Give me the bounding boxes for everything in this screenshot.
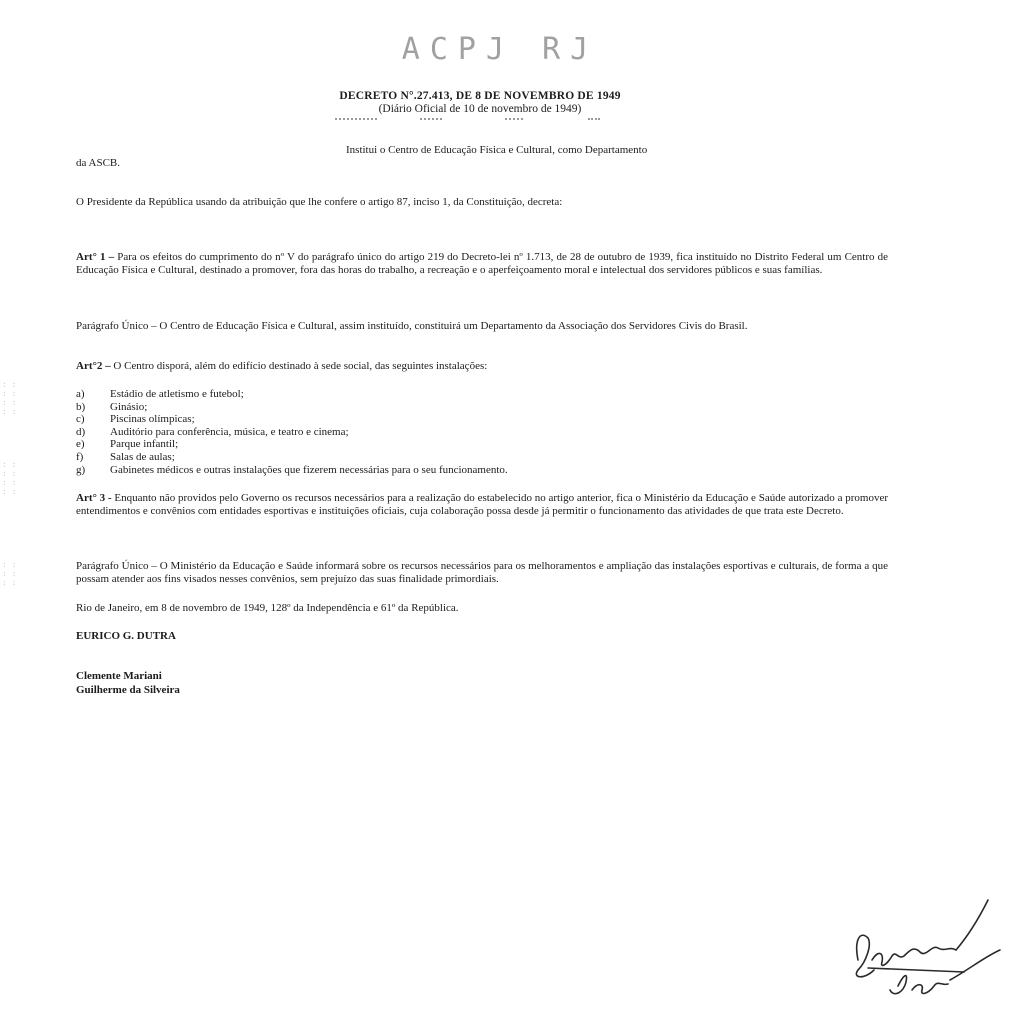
president-name: EURICO G. DUTRA bbox=[76, 630, 176, 642]
archive-stamp: ACPJ RJ bbox=[401, 32, 599, 67]
list-text: Piscinas olímpicas; bbox=[110, 413, 195, 426]
article-text: Enquanto não providos pelo Governo os recursos necessários para a realização do estabelecido no artigo anterior, fica o Ministério da Educação e Saúde autorizado a promover entendimentos e convênios com entidades esportivas e instituições oficiais, cuja colaboração possa desde já permitir o funcionamento das atividades de que trata este Decreto. bbox=[76, 492, 888, 517]
list-item bbox=[76, 438, 836, 451]
list-letter: b) bbox=[76, 400, 86, 413]
list-letter: a) bbox=[76, 388, 85, 400]
list-item bbox=[76, 413, 836, 426]
list-text: Estádio de atletismo e futebol; bbox=[110, 388, 244, 400]
list-letter: c) bbox=[76, 413, 85, 426]
minister-name: Guilherme da Silveira bbox=[76, 684, 180, 696]
paragraph-single-1: Parágrafo Único – O Centro de Educação Física e Cultural, assim instituído, constituirá um Departamento da Associação dos Servidores Civis do Brasil. bbox=[76, 320, 748, 332]
installations-list bbox=[76, 388, 836, 476]
stamp-dots bbox=[505, 118, 523, 122]
article-text: Para os efeitos do cumprimento do nº V do parágrafo único do artigo 219 do Decreto-lei nº 1.713, de 28 de outubro de 1939, fica instituído no Distrito Federal um Centro de Educação Física e Cultural, destinado a promover, fora das horas do trabalho, a recreação e o aperfeiçoamento moral e intelectual dos servidores públicos e suas famílias. bbox=[76, 251, 888, 276]
list-letter: f) bbox=[76, 450, 84, 463]
stamp-dots bbox=[420, 118, 442, 122]
list-item bbox=[76, 388, 836, 401]
article-label: Art° 3 - bbox=[76, 492, 112, 504]
list-text: Auditório para conferência, música, e teatro e cinema; bbox=[110, 425, 349, 438]
decree-subtitle: (Diário Oficial de 10 de novembro de 1949) bbox=[378, 103, 582, 115]
list-letter: e) bbox=[76, 438, 85, 451]
list-text: Parque infantil; bbox=[110, 438, 179, 451]
list-letter: g) bbox=[76, 463, 86, 476]
paragraph-single-3: Parágrafo Único – O Ministério da Educação e Saúde informará sobre os recursos necessários para os melhoramentos e ampliação das instalações esportivas e culturais, de forma a que possam atender aos fins visados nesses convênios, sem prejuízo das suas finalidade primordiais. bbox=[76, 560, 888, 585]
preamble: O Presidente da República usando da atribuição que lhe confere o artigo 87, inciso 1, da Constituição, decreta: bbox=[76, 196, 563, 208]
article-1 bbox=[76, 251, 888, 276]
list-letter: d) bbox=[76, 425, 86, 438]
handwritten-signature-icon bbox=[838, 890, 1008, 1010]
ementa-line: da ASCB. bbox=[76, 157, 121, 169]
article-3 bbox=[76, 492, 888, 517]
article-text: O Centro disporá, além do edifício destinado à sede social, das seguintes instalações: bbox=[113, 360, 488, 372]
margin-artifact: : : : : : : : : bbox=[2, 460, 17, 496]
stamp-dots bbox=[335, 118, 377, 122]
list-text: Gabinetes médicos e outras instalações que fizerem necessárias para o seu funcionamento. bbox=[110, 463, 508, 476]
list-text: Salas de aulas; bbox=[110, 450, 175, 463]
list-item bbox=[76, 451, 836, 464]
margin-artifact: : : : : : : : : bbox=[2, 380, 17, 416]
list-item bbox=[76, 426, 836, 439]
ementa-line: Institui o Centro de Educação Física e Cultural, como Departamento bbox=[346, 144, 648, 156]
stamp-dots bbox=[588, 118, 600, 122]
closing-line: Rio de Janeiro, em 8 de novembro de 1949, 128º da Independência e 61º da República. bbox=[76, 602, 459, 614]
minister-name: Clemente Mariani bbox=[76, 670, 162, 682]
list-item bbox=[76, 401, 836, 414]
article-2 bbox=[76, 360, 888, 373]
margin-artifact: : : : : : : bbox=[2, 560, 17, 587]
article-label: Art° 1 – bbox=[76, 251, 115, 263]
decree-title: DECRETO N°.27.413, DE 8 DE NOVEMBRO DE 1949 bbox=[339, 90, 621, 102]
list-text: Ginásio; bbox=[110, 400, 148, 413]
list-item bbox=[76, 464, 836, 477]
article-label: Art°2 – bbox=[76, 360, 111, 372]
